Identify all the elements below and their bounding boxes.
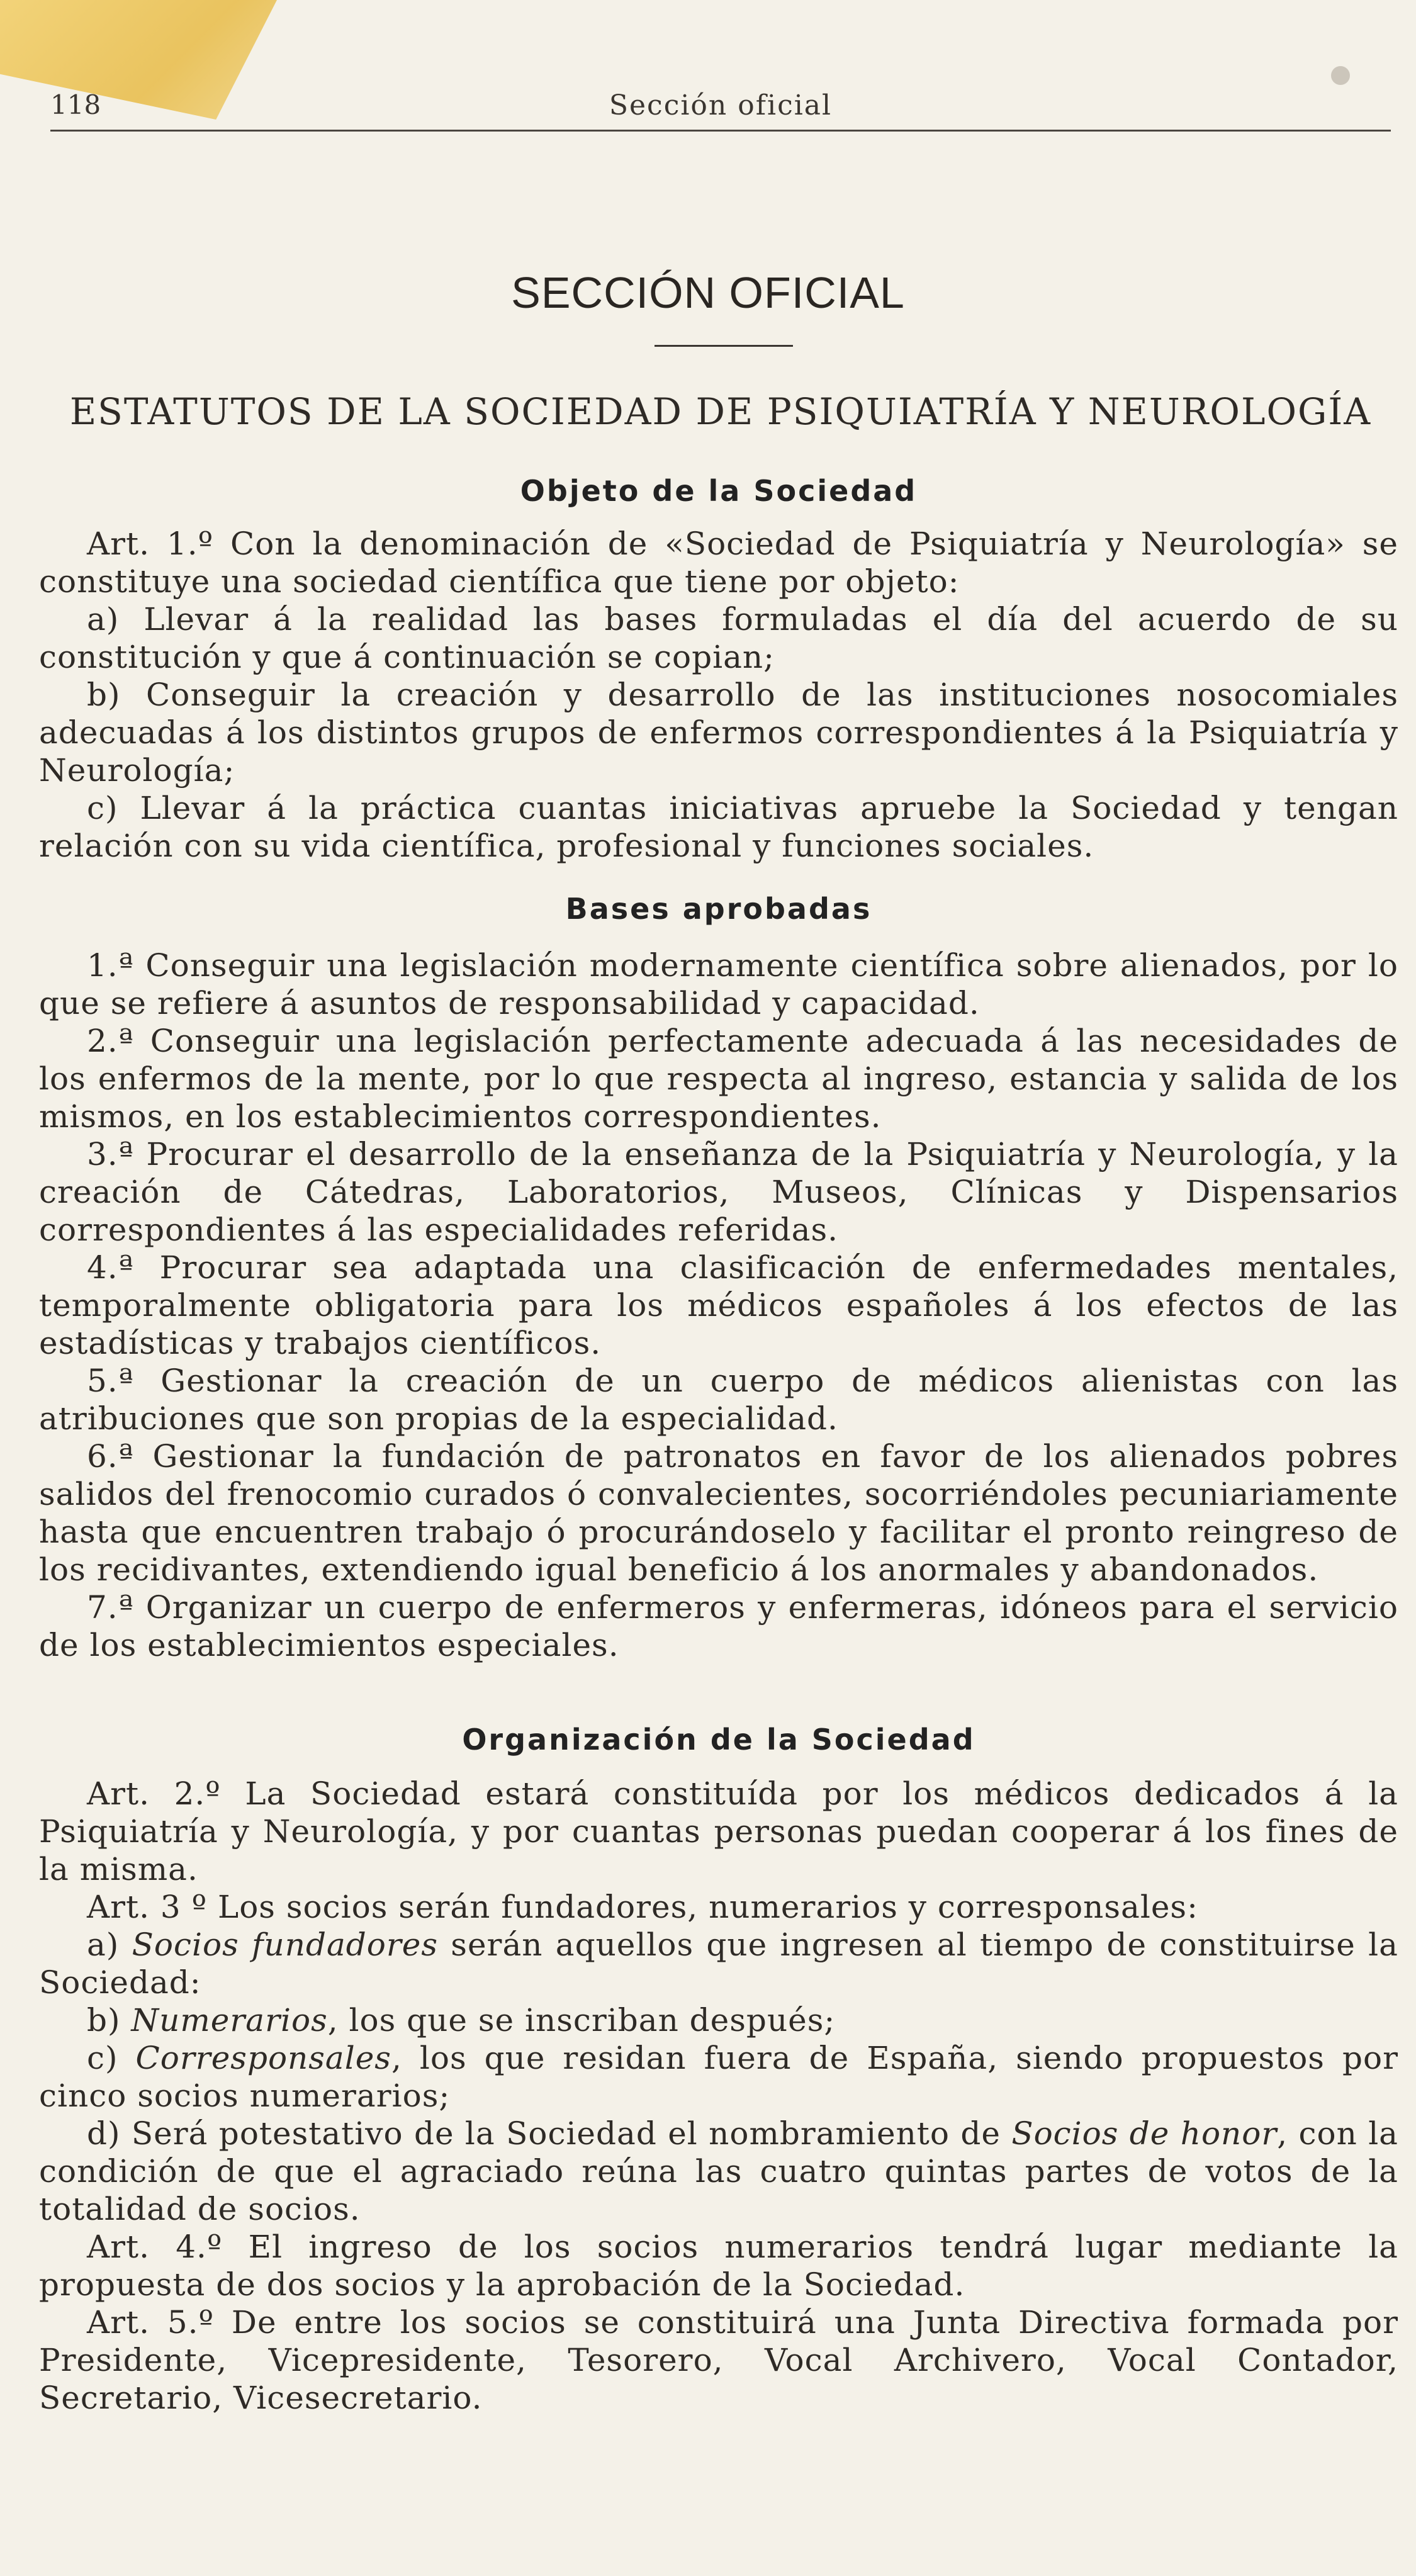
- paragraph: b) Conseguir la creación y desarrollo de las instituciones nosocomiales adecuadas á los distintos grupos de enfermos correspondientes á la Psiquiatría y Neurología;: [39, 677, 1398, 789]
- item-term: Socios fundadores: [132, 1926, 439, 1963]
- paragraph: [39, 2001, 1398, 2039]
- header-rule: [50, 130, 1391, 132]
- title-rule: [655, 345, 793, 347]
- document-subtitle: ESTATUTOS DE LA SOCIEDAD DE PSIQUIATRÍA Y NEUROLOGÍA: [69, 390, 1372, 433]
- paragraph: Art. 2.º La Sociedad estará constituída por los médicos dedicados á la Psiquiatría y Neurología, y por cuantas personas puedan cooperar á los fines de la misma.: [39, 1775, 1398, 1887]
- paragraph: 4.ª Procurar sea adaptada una clasificación de enfermedades mentales, temporalmente obligatoria para los médicos españoles á los efectos de las estadísticas y trabajos científicos.: [39, 1249, 1398, 1361]
- paragraph: 3.ª Procurar el desarrollo de la enseñanza de la Psiquiatría y Neurología, y la creación de Cátedras, Laboratorios, Museos, Clínicas y Dispensarios correspondientes á las especialidades referidas.: [39, 1136, 1398, 1248]
- ink-stain: [1331, 66, 1350, 85]
- paragraph: Art. 3 º Los socios serán fundadores, numerarios y corresponsales:: [87, 1889, 1198, 1925]
- paragraph: 7.ª Organizar un cuerpo de enfermeros y enfermeras, idóneos para el servicio de los establecimientos especiales.: [39, 1589, 1398, 1663]
- page-title: SECCIÓN OFICIAL: [511, 268, 905, 317]
- article-body: [39, 472, 1398, 2417]
- running-title: Sección oficial: [609, 89, 833, 121]
- item-text: Será potestativo de la Sociedad el nombramiento de: [131, 2115, 1012, 2152]
- paragraph: 6.ª Gestionar la fundación de patronatos en favor de los alienados pobres salidos del frenocomio curados ó convalecientes, socorriéndoles pecuniariamente hasta que encuentren trabajo ó procurándoselo y facilitar el pronto reingreso de los recidivantes, extendiendo igual beneficio á los anormales y abandonados.: [39, 1438, 1398, 1588]
- item-text: , los que residan fuera de España, siendo propuestos por cinco socios numerarios;: [39, 2040, 1398, 2114]
- page-header: [50, 84, 1391, 128]
- item-text: serán aquellos que ingresen al tiempo de constituirse la Sociedad:: [39, 1926, 1398, 2001]
- paragraph: a) Llevar á la realidad las bases formuladas el día del acuerdo de su constitución y que á continuación se copian;: [39, 601, 1398, 675]
- paragraph: 2.ª Conseguir una legislación perfectamente adecuada á las necesidades de los enfermos de la mente, por lo que respecta al ingreso, estancia y salida de los mismos, en los establecimientos correspondientes.: [39, 1023, 1398, 1135]
- item-term: Corresponsales: [135, 2040, 391, 2076]
- paragraph: 5.ª Gestionar la creación de un cuerpo de médicos alienistas con las atribuciones que son propias de la especialidad.: [39, 1363, 1398, 1437]
- item-term: Socios de honor: [1011, 2115, 1278, 2152]
- item-prefix: c): [87, 2040, 118, 2076]
- section-heading-bases: Bases aprobadas: [565, 892, 872, 926]
- paragraph: Art. 5.º De entre los socios se constituirá una Junta Directiva formada por Presidente, Vicepresidente, Tesorero, Vocal Archivero, Vocal Contador, Secretario, Vicesecretario.: [39, 2304, 1398, 2416]
- item-prefix: a): [87, 1926, 120, 1963]
- paragraph: [39, 1926, 1398, 2001]
- section-heading-objeto: Objeto de la Sociedad: [520, 474, 918, 508]
- paragraph: Art. 1.º Con la denominación de «Sociedad de Psiquiatría y Neurología» se constituye una sociedad científica que tiene por objeto:: [39, 526, 1398, 600]
- item-term: Numerarios: [131, 2002, 328, 2039]
- item-prefix: d): [87, 2115, 121, 2152]
- paragraph: c) Llevar á la práctica cuantas iniciativas apruebe la Sociedad y tengan relación con su vida científica, profesional y funciones sociales.: [39, 790, 1398, 864]
- item-text: , los que se inscriban después;: [327, 2002, 836, 2039]
- paragraph: 1.ª Conseguir una legislación modernamente científica sobre alienados, por lo que se refiere á asuntos de responsabilidad y capacidad.: [39, 947, 1398, 1021]
- paragraph: [39, 2115, 1398, 2228]
- paragraph: Art. 4.º El ingreso de los socios numerarios tendrá lugar mediante la propuesta de dos socios y la aprobación de la Sociedad.: [39, 2229, 1398, 2303]
- section-heading-organizacion: Organización de la Sociedad: [462, 1723, 975, 1757]
- item-prefix: b): [87, 2002, 121, 2039]
- item-text: , con la condición de que el agraciado reúna las cuatro quintas partes de votos de la totalidad de socios.: [39, 2115, 1398, 2227]
- paragraph: [39, 2039, 1398, 2115]
- page-number: 118: [50, 89, 101, 120]
